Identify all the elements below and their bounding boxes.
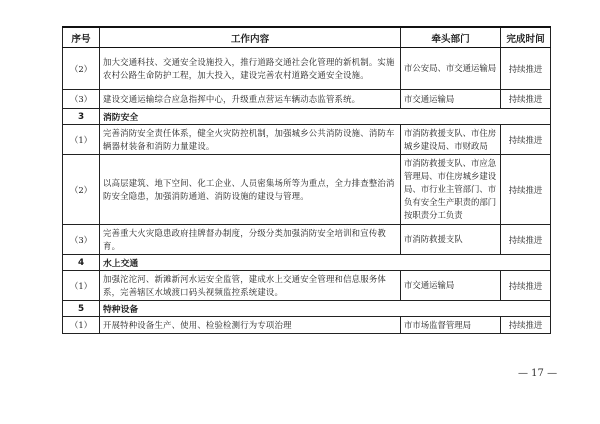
row-lead-department: 市交通运输局 bbox=[401, 90, 501, 109]
header-lead-department: 牵头部门 bbox=[401, 27, 501, 48]
table-row bbox=[63, 317, 551, 334]
row-completion-time: 持续推进 bbox=[501, 155, 551, 225]
row-number: （2） bbox=[63, 155, 100, 225]
row-number: （3） bbox=[63, 90, 100, 109]
row-lead-department: 市市场监督管理局 bbox=[401, 317, 501, 334]
table-row bbox=[63, 225, 551, 255]
table-row bbox=[63, 48, 551, 90]
page-number: — 17 — bbox=[518, 368, 558, 379]
row-number: （3） bbox=[63, 225, 100, 255]
row-work-content: 加强沱沱河、新滩新河水运安全监管，建成水上交通安全管理和信息服务体系，完善辖区水域渡口码头视频监控系统建设。 bbox=[100, 271, 401, 301]
row-number: （1） bbox=[63, 271, 100, 301]
section-number: 4 bbox=[63, 255, 100, 271]
row-lead-department: 市消防救援支队 bbox=[401, 225, 501, 255]
row-lead-department: 市消防救援支队、市住房城乡建设局、市财政局 bbox=[401, 125, 501, 155]
section-row bbox=[63, 301, 551, 317]
row-completion-time: 持续推进 bbox=[501, 225, 551, 255]
row-completion-time: 持续推进 bbox=[501, 48, 551, 90]
row-lead-department: 市消防救援支队、市应急管理局、市住房城乡建设局、市行业主管部门、市负有安全生产职责的部门按职责分工负责 bbox=[401, 155, 501, 225]
work-plan-table bbox=[62, 26, 551, 334]
section-number: 5 bbox=[63, 301, 100, 317]
row-work-content: 完善消防安全责任体系，健全火灾防控机制，加强城乡公共消防设施、消防车辆器材装备和消防力量建设。 bbox=[100, 125, 401, 155]
table-row bbox=[63, 90, 551, 109]
header-completion-time: 完成时间 bbox=[501, 27, 551, 48]
row-work-content: 建设交通运输综合应急指挥中心，升级重点营运车辆动态监管系统。 bbox=[100, 90, 401, 109]
row-work-content: 开展特种设备生产、使用、检验检测行为专项治理 bbox=[100, 317, 401, 334]
section-row bbox=[63, 109, 551, 125]
table-row bbox=[63, 125, 551, 155]
table-header-row bbox=[63, 27, 551, 48]
header-no: 序号 bbox=[63, 27, 100, 48]
row-number: （1） bbox=[63, 125, 100, 155]
row-completion-time: 持续推进 bbox=[501, 125, 551, 155]
row-completion-time: 持续推进 bbox=[501, 271, 551, 301]
row-work-content: 以高层建筑、地下空间、化工企业、人员密集场所等为重点，全力排查整治消防安全隐患，加强消防通道、消防设施的建设与管理。 bbox=[100, 155, 401, 225]
section-title: 特种设备 bbox=[100, 301, 551, 317]
row-work-content: 完善重大火灾隐患政府挂牌督办制度，分级分类加强消防安全培训和宣传教育。 bbox=[100, 225, 401, 255]
row-work-content: 加大交通科技、交通安全设施投入，推行道路交通社会化管理的新机制。实施农村公路生命防护工程，加大投入，建设完善农村道路交通安全设施。 bbox=[100, 48, 401, 90]
row-lead-department: 市公安局、市交通运输局 bbox=[401, 48, 501, 90]
table-row bbox=[63, 271, 551, 301]
row-lead-department: 市交通运输局 bbox=[401, 271, 501, 301]
row-number: （1） bbox=[63, 317, 100, 334]
header-work-content: 工作内容 bbox=[100, 27, 401, 48]
row-number: （2） bbox=[63, 48, 100, 90]
section-row bbox=[63, 255, 551, 271]
row-completion-time: 持续推进 bbox=[501, 90, 551, 109]
row-completion-time: 持续推进 bbox=[501, 317, 551, 334]
section-title: 消防安全 bbox=[100, 109, 551, 125]
section-title: 水上交通 bbox=[100, 255, 551, 271]
table-row bbox=[63, 155, 551, 225]
section-number: 3 bbox=[63, 109, 100, 125]
